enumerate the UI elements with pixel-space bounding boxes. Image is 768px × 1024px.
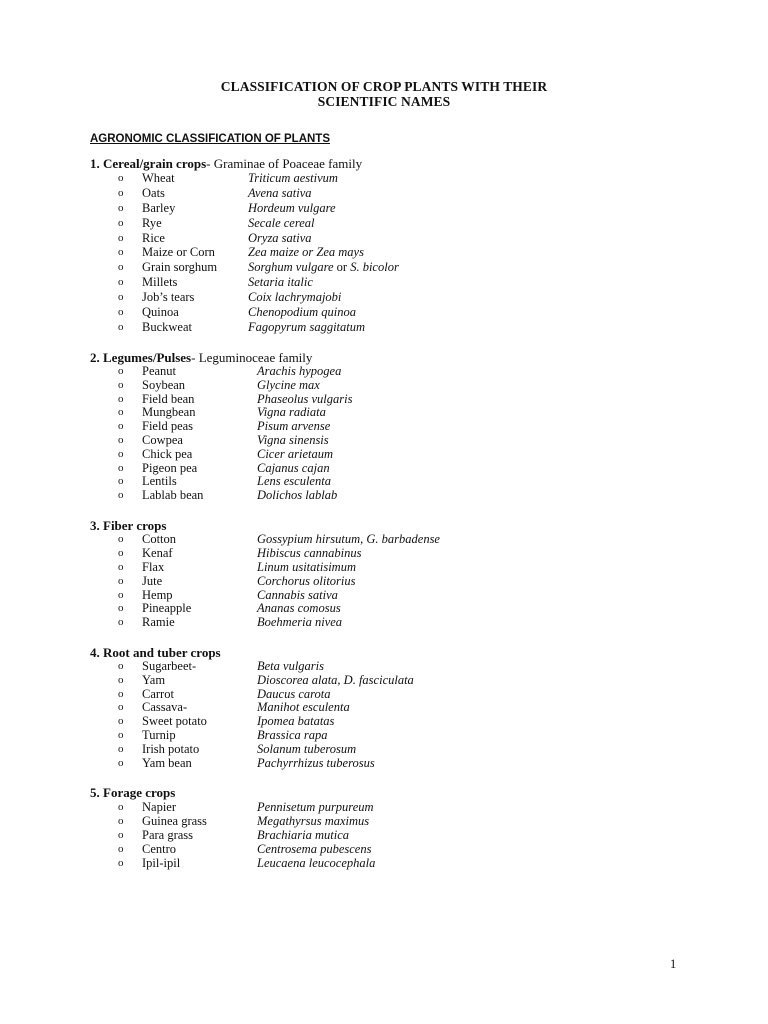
common-name: Yam bbox=[142, 672, 166, 687]
section-heading-label: 3. Fiber crops bbox=[90, 518, 167, 533]
common-name: Kenaf bbox=[142, 545, 173, 560]
scientific-name-part: Boehmeria nivea bbox=[257, 615, 343, 630]
common-name: Lablab bean bbox=[142, 488, 204, 503]
scientific-name bbox=[257, 616, 342, 630]
scientific-name-part: Arachis hypogea bbox=[257, 364, 342, 378]
list-item bbox=[90, 547, 690, 561]
list-item bbox=[90, 729, 690, 743]
bullet-icon: o bbox=[118, 728, 124, 741]
section-heading-family: - Graminae of Poaceae family bbox=[206, 156, 363, 171]
section-heading bbox=[90, 350, 690, 365]
list-item bbox=[90, 365, 690, 379]
section-subheading: AGRONOMIC CLASSIFICATION OF PLANTS bbox=[90, 133, 331, 145]
scientific-name-part: Cicer arietaum bbox=[257, 446, 334, 461]
section-heading-label: 5. Forage crops bbox=[90, 785, 176, 800]
list-item bbox=[90, 660, 690, 674]
scientific-name-part: Triticum aestivum bbox=[248, 171, 338, 185]
list-item bbox=[90, 275, 690, 290]
crop-list bbox=[90, 660, 690, 770]
bullet-icon: o bbox=[118, 673, 124, 686]
scientific-name bbox=[248, 231, 312, 246]
list-item bbox=[90, 393, 690, 407]
bullet-icon: o bbox=[118, 546, 124, 559]
bullet-icon: o bbox=[118, 756, 124, 769]
bullet-icon: o bbox=[118, 216, 124, 229]
common-name: Para grass bbox=[142, 828, 194, 843]
scientific-name bbox=[257, 701, 350, 715]
common-name: Maize or Corn bbox=[142, 245, 215, 260]
bullet-icon: o bbox=[118, 320, 124, 333]
bullet-icon: o bbox=[118, 533, 124, 545]
list-item bbox=[90, 674, 690, 688]
scientific-name bbox=[257, 406, 326, 420]
scientific-name bbox=[257, 489, 337, 503]
bullet-icon: o bbox=[118, 291, 124, 304]
common-name: Buckweat bbox=[142, 319, 192, 334]
scientific-name-part: Ipomea batatas bbox=[257, 714, 335, 729]
crop-list bbox=[90, 533, 690, 630]
list-item bbox=[90, 320, 690, 335]
scientific-name-part: Sorghum vulgare bbox=[248, 260, 334, 275]
scientific-name bbox=[248, 305, 356, 320]
bullet-icon: o bbox=[118, 742, 124, 755]
scientific-name-part: Hordeum vulgare bbox=[248, 200, 336, 215]
section-heading bbox=[90, 518, 690, 533]
list-item bbox=[90, 589, 690, 603]
page-title bbox=[0, 79, 768, 109]
scientific-name-part: Avena sativa bbox=[248, 185, 312, 200]
bullet-icon: o bbox=[118, 231, 124, 244]
scientific-name-part: Hibiscus cannabinus bbox=[257, 545, 362, 560]
common-name: Wheat bbox=[142, 171, 175, 185]
scientific-name bbox=[248, 171, 338, 186]
scientific-name-part: Glycine max bbox=[257, 377, 320, 392]
scientific-name bbox=[257, 434, 329, 448]
bullet-icon: o bbox=[118, 574, 124, 587]
scientific-name-part: Coix lachrymajobi bbox=[248, 290, 342, 305]
scientific-name-part: Brassica rapa bbox=[257, 727, 328, 742]
common-name: Peanut bbox=[142, 364, 177, 378]
section-heading-label: 1. Cereal/grain crops bbox=[90, 156, 207, 171]
scientific-name bbox=[257, 828, 349, 842]
list-item bbox=[90, 575, 690, 589]
bullet-icon: o bbox=[118, 843, 124, 856]
scientific-name-alt: S. bicolor bbox=[350, 260, 399, 275]
bullet-icon: o bbox=[118, 392, 124, 405]
common-name: Napier bbox=[142, 800, 177, 814]
scientific-name-part: Zea maize or Zea mays bbox=[248, 245, 364, 260]
scientific-name bbox=[257, 800, 374, 814]
list-item bbox=[90, 434, 690, 448]
common-name: Mungbean bbox=[142, 405, 196, 420]
list-item bbox=[90, 561, 690, 575]
list-item bbox=[90, 216, 690, 231]
scientific-name bbox=[257, 842, 371, 856]
scientific-name bbox=[248, 186, 312, 201]
scientific-name-part: Pachyrrhizus tuberosus bbox=[257, 755, 375, 770]
section-cereal-grain-crops bbox=[90, 156, 690, 335]
common-name: Carrot bbox=[142, 686, 174, 701]
scientific-name bbox=[257, 575, 356, 589]
scientific-name-part: Centrosema pubescens bbox=[257, 842, 372, 857]
scientific-name-part: Fagopyrum saggitatum bbox=[248, 319, 366, 334]
common-name: Grain sorghum bbox=[142, 260, 218, 275]
scientific-name-part: Leucaena leucocephala bbox=[257, 856, 376, 871]
scientific-name bbox=[257, 448, 333, 462]
scientific-name bbox=[257, 561, 356, 575]
section-heading-family: - Leguminoceae family bbox=[191, 350, 313, 365]
section-heading bbox=[90, 785, 690, 800]
scientific-name-part: Brachiaria mutica bbox=[257, 828, 350, 843]
bullet-icon: o bbox=[118, 261, 124, 274]
common-name: Guinea grass bbox=[142, 814, 207, 829]
scientific-name-part: Daucus carota bbox=[257, 686, 331, 701]
list-item bbox=[90, 489, 690, 503]
scientific-name-part: Megathyrsus maximus bbox=[257, 814, 370, 829]
scientific-name-part: Vigna radiata bbox=[257, 405, 326, 420]
common-name: Rice bbox=[142, 230, 165, 245]
common-name: Ramie bbox=[142, 615, 175, 630]
section-legumes-pulses bbox=[90, 350, 690, 503]
list-item bbox=[90, 448, 690, 462]
bullet-icon: o bbox=[118, 172, 124, 184]
bullet-icon: o bbox=[118, 588, 124, 601]
scientific-name-connector: or bbox=[333, 260, 351, 275]
scientific-name bbox=[257, 547, 362, 561]
scientific-name bbox=[248, 260, 399, 275]
scientific-name-part: Pisum arvense bbox=[257, 419, 331, 434]
scientific-name-part: Manihot esculenta bbox=[257, 700, 350, 715]
bullet-icon: o bbox=[118, 306, 124, 319]
common-name: Rye bbox=[142, 215, 162, 230]
section-heading bbox=[90, 645, 690, 660]
list-item bbox=[90, 688, 690, 702]
list-item bbox=[90, 602, 690, 616]
bullet-icon: o bbox=[118, 276, 124, 289]
common-name: Barley bbox=[142, 200, 176, 215]
list-item bbox=[90, 260, 690, 275]
common-name: Pigeon pea bbox=[142, 460, 198, 475]
common-name: Lentils bbox=[142, 474, 177, 489]
common-name: Pineapple bbox=[142, 601, 192, 616]
common-name: Cowpea bbox=[142, 432, 183, 447]
bullet-icon: o bbox=[118, 715, 124, 728]
scientific-name-part: Pennisetum purpureum bbox=[257, 800, 374, 814]
list-item bbox=[90, 800, 690, 814]
scientific-name bbox=[257, 589, 338, 603]
common-name: Millets bbox=[142, 275, 178, 290]
bullet-icon: o bbox=[118, 406, 124, 419]
scientific-name-part: Setaria italic bbox=[248, 275, 313, 290]
list-item bbox=[90, 616, 690, 630]
scientific-name bbox=[248, 216, 315, 231]
list-item bbox=[90, 231, 690, 246]
scientific-name bbox=[257, 688, 331, 702]
bullet-icon: o bbox=[118, 475, 124, 488]
list-item bbox=[90, 814, 690, 828]
scientific-name bbox=[257, 743, 356, 757]
scientific-name bbox=[257, 715, 334, 729]
scientific-name bbox=[257, 856, 375, 870]
bullet-icon: o bbox=[118, 420, 124, 433]
scientific-name-part: Dioscorea alata, D. fasciculata bbox=[257, 672, 414, 687]
list-item bbox=[90, 475, 690, 489]
scientific-name bbox=[257, 674, 414, 688]
common-name: Sweet potato bbox=[142, 714, 207, 729]
page-number: 1 bbox=[670, 957, 677, 971]
common-name: Hemp bbox=[142, 587, 173, 602]
list-item bbox=[90, 842, 690, 856]
bullet-icon: o bbox=[118, 186, 124, 199]
scientific-name-part: Beta vulgaris bbox=[257, 659, 325, 673]
list-item bbox=[90, 743, 690, 757]
section-root-and-tuber-crops bbox=[90, 645, 690, 770]
bullet-icon: o bbox=[118, 815, 124, 828]
crop-list bbox=[90, 171, 690, 335]
crop-list bbox=[90, 365, 690, 503]
scientific-name bbox=[257, 393, 352, 407]
common-name: Quinoa bbox=[142, 305, 179, 320]
list-item bbox=[90, 828, 690, 842]
bullet-icon: o bbox=[118, 602, 124, 615]
scientific-name bbox=[248, 290, 341, 305]
scientific-name bbox=[257, 379, 320, 393]
list-item bbox=[90, 379, 690, 393]
common-name: Irish potato bbox=[142, 741, 200, 756]
scientific-name-part: Lens esculenta bbox=[257, 474, 331, 489]
bullet-icon: o bbox=[118, 560, 124, 573]
section-fiber-crops bbox=[90, 518, 690, 630]
common-name: Sugarbeet- bbox=[142, 659, 197, 673]
scientific-name bbox=[257, 757, 375, 771]
scientific-name-part: Phaseolus vulgaris bbox=[257, 391, 353, 406]
scientific-name-part: Cannabis sativa bbox=[257, 587, 338, 602]
bullet-icon: o bbox=[118, 660, 124, 672]
bullet-icon: o bbox=[118, 857, 124, 870]
list-item bbox=[90, 290, 690, 305]
bullet-icon: o bbox=[118, 365, 124, 377]
scientific-name-part: Corchorus olitorius bbox=[257, 573, 356, 588]
bullet-icon: o bbox=[118, 489, 124, 502]
scientific-name-part: Cajanus cajan bbox=[257, 460, 330, 475]
list-item bbox=[90, 186, 690, 201]
bullet-icon: o bbox=[118, 801, 124, 813]
scientific-name bbox=[257, 475, 331, 489]
common-name: Jute bbox=[142, 573, 163, 588]
common-name: Chick pea bbox=[142, 446, 193, 461]
bullet-icon: o bbox=[118, 616, 124, 629]
bullet-icon: o bbox=[118, 829, 124, 842]
scientific-name bbox=[248, 201, 336, 216]
page-title-line-1: CLASSIFICATION OF CROP PLANTS WITH THEIR bbox=[220, 79, 548, 94]
scientific-name bbox=[257, 462, 330, 476]
common-name: Flax bbox=[142, 559, 165, 574]
bullet-icon: o bbox=[118, 687, 124, 700]
scientific-name-part: Linum usitatisimum bbox=[257, 559, 356, 574]
section-heading-label: 2. Legumes/Pulses bbox=[90, 350, 192, 365]
bullet-icon: o bbox=[118, 378, 124, 391]
list-item bbox=[90, 856, 690, 870]
list-item bbox=[90, 462, 690, 476]
common-name: Soybean bbox=[142, 377, 186, 392]
scientific-name-part: Ananas comosus bbox=[257, 601, 341, 616]
list-item bbox=[90, 533, 690, 547]
common-name: Ipil-ipil bbox=[142, 856, 181, 871]
scientific-name bbox=[257, 814, 369, 828]
scientific-name-part: Secale cereal bbox=[248, 215, 315, 230]
scientific-name-part: Gossypium hirsutum, G. barbadense bbox=[257, 532, 440, 546]
list-item bbox=[90, 245, 690, 260]
scientific-name bbox=[248, 320, 365, 335]
list-item bbox=[90, 757, 690, 771]
common-name: Field peas bbox=[142, 419, 194, 434]
section-forage-crops bbox=[90, 785, 690, 870]
common-name: Oats bbox=[142, 185, 165, 200]
common-name: Yam bean bbox=[142, 755, 192, 770]
common-name: Field bean bbox=[142, 391, 195, 406]
bullet-icon: o bbox=[118, 447, 124, 460]
list-item bbox=[90, 420, 690, 434]
crop-list bbox=[90, 800, 690, 870]
section-heading-label: 4. Root and tuber crops bbox=[90, 645, 221, 660]
list-item bbox=[90, 305, 690, 320]
common-name: Job’s tears bbox=[142, 290, 195, 305]
scientific-name bbox=[257, 602, 341, 616]
scientific-name-part: Solanum tuberosum bbox=[257, 741, 357, 756]
scientific-name-part: Vigna sinensis bbox=[257, 432, 329, 447]
common-name: Cassava- bbox=[142, 700, 188, 715]
bullet-icon: o bbox=[118, 246, 124, 259]
page-title-line-2: SCIENTIFIC NAMES bbox=[317, 94, 451, 109]
list-item bbox=[90, 201, 690, 216]
scientific-name bbox=[257, 729, 328, 743]
scientific-name-part: Chenopodium quinoa bbox=[248, 305, 356, 320]
bullet-icon: o bbox=[118, 701, 124, 714]
scientific-name bbox=[248, 245, 364, 260]
scientific-name bbox=[257, 365, 341, 379]
scientific-name-part: Oryza sativa bbox=[248, 230, 312, 245]
common-name: Cotton bbox=[142, 532, 177, 546]
list-item bbox=[90, 701, 690, 715]
scientific-name bbox=[257, 660, 324, 674]
common-name: Centro bbox=[142, 842, 177, 857]
bullet-icon: o bbox=[118, 433, 124, 446]
common-name: Turnip bbox=[142, 727, 176, 742]
list-item bbox=[90, 406, 690, 420]
bullet-icon: o bbox=[118, 461, 124, 474]
scientific-name bbox=[257, 420, 330, 434]
scientific-name bbox=[248, 275, 313, 290]
bullet-icon: o bbox=[118, 201, 124, 214]
list-item bbox=[90, 171, 690, 186]
scientific-name bbox=[257, 533, 440, 547]
section-heading bbox=[90, 156, 690, 171]
scientific-name-part: Dolichos lablab bbox=[257, 488, 338, 503]
list-item bbox=[90, 715, 690, 729]
